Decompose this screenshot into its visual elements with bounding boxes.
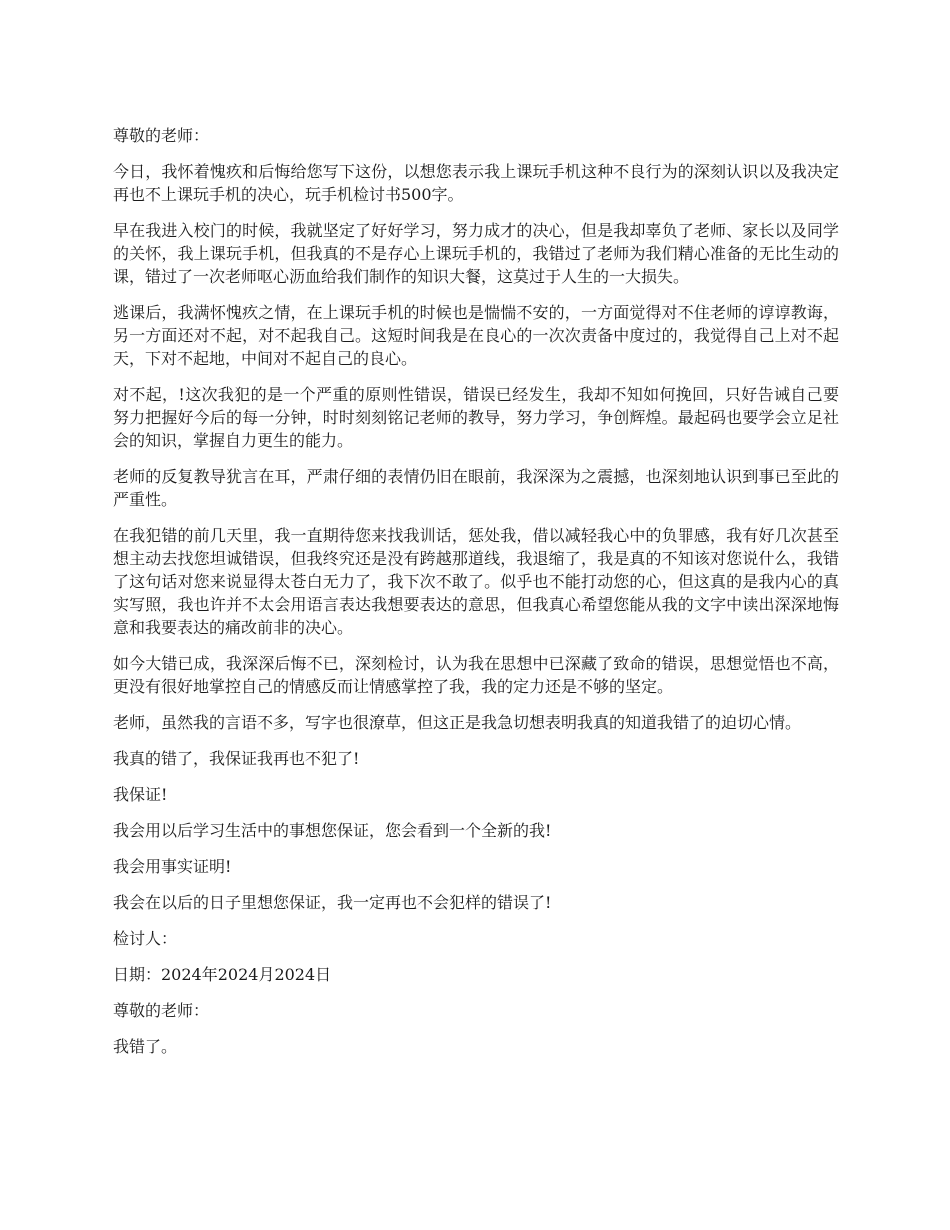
paragraph: 我保证! (113, 785, 168, 804)
paragraph: 老师，虽然我的言语不多，写字也很潦草，但这正是我急切想表明我真的知道我错了的迫切心情。 (113, 713, 802, 732)
paragraph: 在我犯错的前几天里，我一直期待您来找我训话，惩处我，借以减轻我心中的负罪感，我有好几次甚至想主动去找您坦诚错误，但我终究还是没有跨越那道线，我退缩了，我是真的不知该对您说什么，我错了这句话对您来说显得太苍白无力了，我下次不敢了。似乎也不能打动您的心，但这真的是我内心的真实写照，我也许并不太会用语言表达我想要表达的意思，但我真心希望您能从我的文字中读出深深地悔意和我要表达的痛改前非的决心。 (113, 526, 839, 637)
paragraph: 逃课后，我满怀愧疚之情，在上课玩手机的时候也是惴惴不安的，一方面觉得对不住老师的谆谆教诲，另一方面还对不起，对不起我自己。这短时间我是在良心的一次次责备中度过的，我觉得自己上对不起天，下对不起地，中间对不起自己的良心。 (113, 303, 839, 368)
signature-line: 检讨人： (113, 929, 178, 948)
salutation: 尊敬的老师： (113, 126, 210, 145)
paragraph: 对不起，!这次我犯的是一个严重的原则性错误，错误已经发生，我却不知如何挽回，只好告诫自己要努力把握好今后的每一分钟，时时刻刻铭记老师的教导，努力学习，争创辉煌。最起码也要学会立足社会的知识，掌握自力更生的能力。 (113, 385, 839, 450)
paragraph: 我真的错了，我保证我再也不犯了! (113, 749, 360, 768)
paragraph: 老师的反复教导犹言在耳，严肃仔细的表情仍旧在眼前，我深深为之震撼，也深刻地认识到事已至此的严重性。 (113, 467, 839, 509)
paragraph: 我会用以后学习生活中的事想您保证，您会看到一个全新的我! (113, 821, 552, 840)
paragraph-intro: 今日，我怀着愧疚和后悔给您写下这份，以想您表示我上课玩手机这种不良行为的深刻认识以及我决定再也不上课玩手机的决心，玩手机检讨书500字。 (113, 162, 839, 204)
salutation: 尊敬的老师： (113, 1001, 210, 1020)
paragraph: 如今大错已成，我深深后悔不已，深刻检讨，认为我在思想中已深藏了致命的错误，思想觉悟也不高，更没有很好地掌控自己的情感反而让情感掌控了我，我的定力还是不够的坚定。 (113, 654, 839, 696)
paragraph: 我会用事实证明! (113, 857, 232, 876)
document-body (113, 124, 839, 1071)
paragraph: 我错了。 (113, 1037, 178, 1056)
date-line: 日期：2024年2024月2024日 (113, 965, 332, 984)
paragraph: 我会在以后的日子里想您保证，我一定再也不会犯样的错误了! (113, 893, 552, 912)
paragraph: 早在我进入校门的时候，我就坚定了好好学习，努力成才的决心，但是我却辜负了老师、家长以及同学的关怀，我上课玩手机，但我真的不是存心上课玩手机的，我错过了老师为我们精心准备的无比生动的课，错过了一次老师呕心沥血给我们制作的知识大餐，这莫过于人生的一大损失。 (113, 221, 839, 286)
